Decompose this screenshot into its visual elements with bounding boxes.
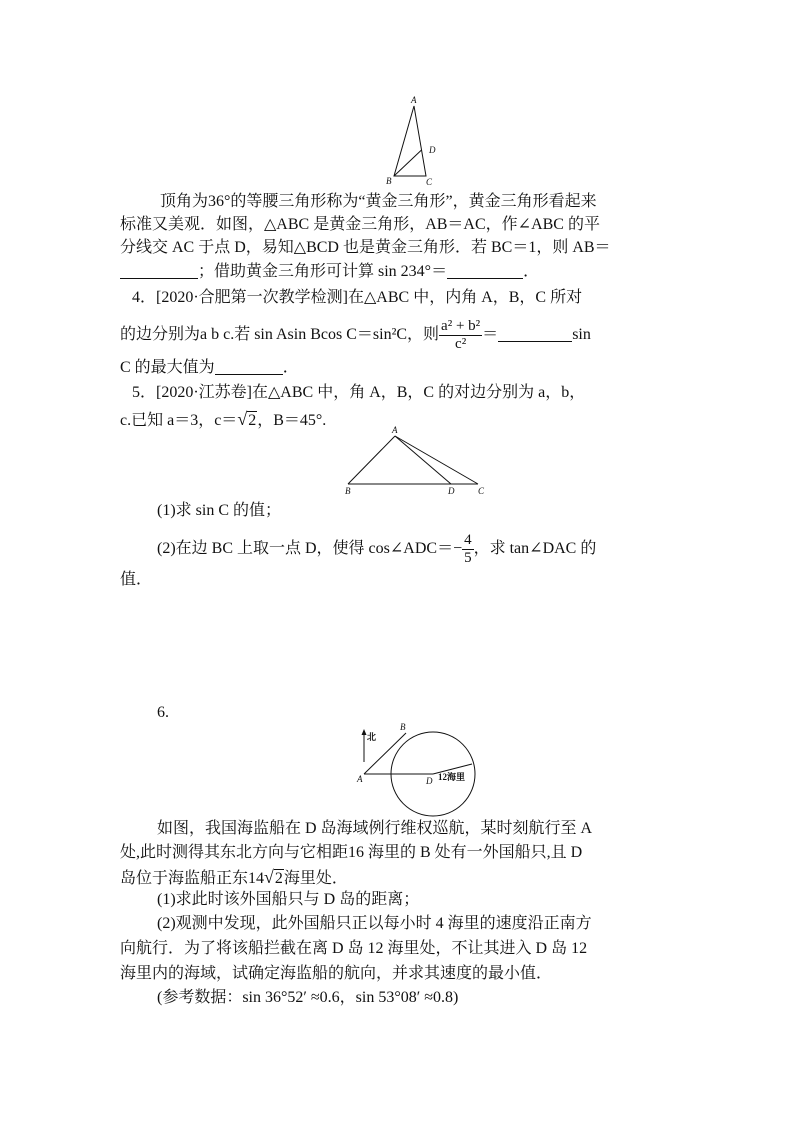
fraction: $\frac{4}{5}$ (464, 532, 472, 566)
p6-number: 6. (157, 704, 169, 721)
label-B: B (386, 176, 392, 186)
p3-line2: 标准又美观．如图，△ABC 是黄金三角形，AB＝AC，作∠ABC 的平 (120, 216, 600, 233)
label-A: A (392, 425, 398, 435)
p4-line2: 的边分别为a b c.若 sin Asin Bcos C＝sin²C，则 $\frac{\text{a² + b²}}{\text{c²}}$ ＝ sin (120, 318, 591, 352)
label-C: C (478, 486, 485, 496)
p6-line2: 处,此时测得其东北方向与它相距16 海里的 B 处有一外国船只,且 D (120, 844, 583, 861)
p4-line1: 4．[2020·合肥第一次教学检测]在△ABC 中，内角 A，B，C 所对 (132, 289, 583, 306)
p5-q2: (2)在边 BC 上取一点 D，使得 cos∠ADC＝− $\frac{4}{5}$ ，求 tan∠DAC 的 (157, 532, 597, 566)
p6-reference: (参考数据：sin 36°52′ ≈0.6，sin 53°08′ ≈0.8) (157, 989, 459, 1006)
radius-label: 12海里 (438, 772, 466, 782)
p5-line1: 5．[2020·江苏卷]在△ABC 中，角 A，B，C 的对边分别为 a，b， (132, 384, 586, 401)
label-B: B (345, 486, 351, 496)
p3-line1: 顶角为36°的等腰三角形称为“黄金三角形”，黄金三角形看起来 (160, 193, 597, 210)
navigation-figure (350, 718, 510, 818)
triangle-figure (336, 424, 496, 500)
p3-line4: ；借助黄金三角形可计算 sin 234°＝ ． (120, 261, 539, 283)
p3-line3: 分线交 AC 于点 D，易知△BCD 也是黄金三角形．若 BC＝1，则 AB＝ (120, 239, 611, 256)
p6-q2-l2: 向航行．为了将该船拦截在离 D 岛 12 海里处，不让其进入 D 岛 12 (120, 940, 588, 957)
fraction: $\frac{\text{a² + b²}}{\text{c²}}$ (441, 318, 481, 352)
label-D: D (429, 145, 436, 155)
p4-line3: C 的最大值为 ． (120, 359, 299, 376)
north-label: 北 (367, 732, 377, 742)
p5-line2: c.已知 a＝3，c＝√2，B＝45°. (120, 409, 327, 429)
answer-blank[interactable] (498, 325, 572, 342)
answer-blank[interactable] (120, 262, 198, 279)
p6-line3: 岛位于海监船正东14√2海里处． (120, 867, 348, 887)
p5-q1: (1)求 sin C 的值； (157, 502, 282, 519)
label-D: D (448, 486, 455, 496)
p5-q2-cont: 值． (120, 571, 153, 588)
p6-q2-l1: (2)观测中发现，此外国船只正以每小时 4 海里的速度沿正南方 (157, 915, 592, 932)
p6-q1: (1)求此时该外国船只与 D 岛的距离； (157, 891, 420, 908)
p6-line1: 如图，我国海监船在 D 岛海域例行维权巡航，某时刻航行至 A (157, 820, 593, 837)
label-C: C (426, 177, 433, 187)
answer-blank[interactable] (215, 358, 283, 375)
label-A: A (357, 774, 363, 784)
answer-blank[interactable] (447, 262, 523, 279)
label-D: D (426, 776, 433, 786)
p6-q2-l3: 海里内的海域，试确定海监船的航向，并求其速度的最小值． (120, 965, 553, 982)
golden-triangle-figure (380, 92, 450, 188)
label-A: A (411, 95, 417, 105)
label-B: B (400, 722, 406, 732)
